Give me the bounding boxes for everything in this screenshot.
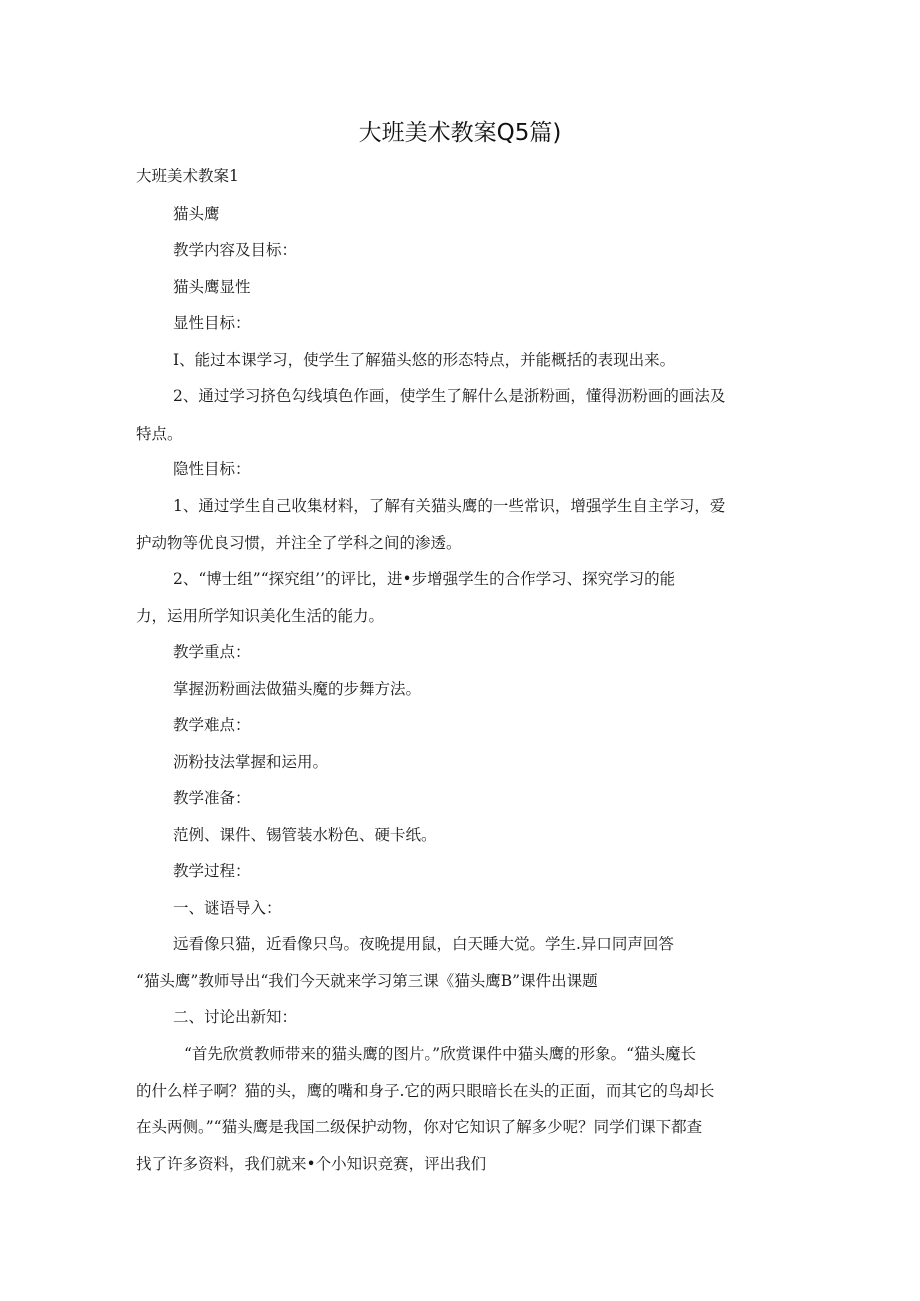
paragraph-line: “猫头鹰”教师导出“我们今天就来学习第三课《猫头鹰B”课件出课题 [136, 972, 598, 990]
paragraph-line: 1、通过学生自己收集材料，了解有关猫头鹰的一些常识，增强学生自主学习，爱 [173, 497, 726, 515]
paragraph-line: 二、讨论出新知： [173, 1008, 298, 1026]
paragraph-line: 显性目标： [173, 314, 251, 332]
paragraph-line: I、能过本课学习，使学生了解猫头悠的形态特点，并能概括的表现出来。 [173, 351, 676, 369]
paragraph-line: 找了许多资料，我们就来•个小知识竞赛，评出我们 [136, 1155, 487, 1173]
paragraph-line: 远看像只猫，近看像只鸟。夜晚提用鼠，白天睡大觉。学生.异口同声回答 [173, 935, 674, 953]
paragraph-line: 教学难点： [173, 716, 251, 734]
paragraph-line: 教学内容及目标： [173, 241, 298, 259]
paragraph-line: 在头两侧。”“猫头鹰是我国二级保护动物，你对它知识了解多少呢？同学们课下都查 [136, 1118, 703, 1136]
paragraph-line: 特点。 [136, 425, 183, 443]
paragraph-line: 一、谜语导入： [173, 899, 282, 917]
paragraph-line: 教学准备： [173, 789, 251, 807]
document-title: 大班美术教案Q5篇) [358, 120, 562, 146]
paragraph-line: 护动物等优良习惯，并注全了学科之间的渗透。 [136, 534, 462, 552]
section-heading: 大班美术教案1 [136, 167, 239, 185]
paragraph-line: 教学重点： [173, 643, 251, 661]
paragraph-line: 力，运用所学知识美化生活的能力。 [136, 607, 385, 625]
paragraph-line: 2、通过学习挤色勾线填色作画，使学生了解什么是浙粉画，懂得沥粉画的画法及 [173, 387, 726, 405]
paragraph-line: 猫头鹰 [173, 205, 220, 223]
paragraph-line: 教学过程： [173, 862, 251, 880]
paragraph-line: 掌握沥粉画法做猫头魔的步舞方法。 [173, 680, 422, 698]
paragraph-line: 范例、课件、锡管装水粉色、硬卡纸。 [173, 826, 437, 844]
paragraph-line: “首先欣赏教师带来的猫头鹰的图片。”欣赏课件中猫头鹰的形象。“猫头魔长 [184, 1045, 697, 1063]
paragraph-line: 隐性目标： [173, 460, 251, 478]
paragraph-line: 沥粉技法掌握和运用。 [173, 753, 329, 771]
paragraph-line: 2、“博士组”“探究组’’的评比，进•步增强学生的合作学习、探究学习的能 [173, 570, 676, 588]
paragraph-line: 猫头鹰显性 [173, 278, 251, 296]
paragraph-line: 的什么样子啊？猫的头，鹰的嘴和身子.它的两只眼暗长在头的正面，而其它的鸟却长 [136, 1082, 715, 1100]
